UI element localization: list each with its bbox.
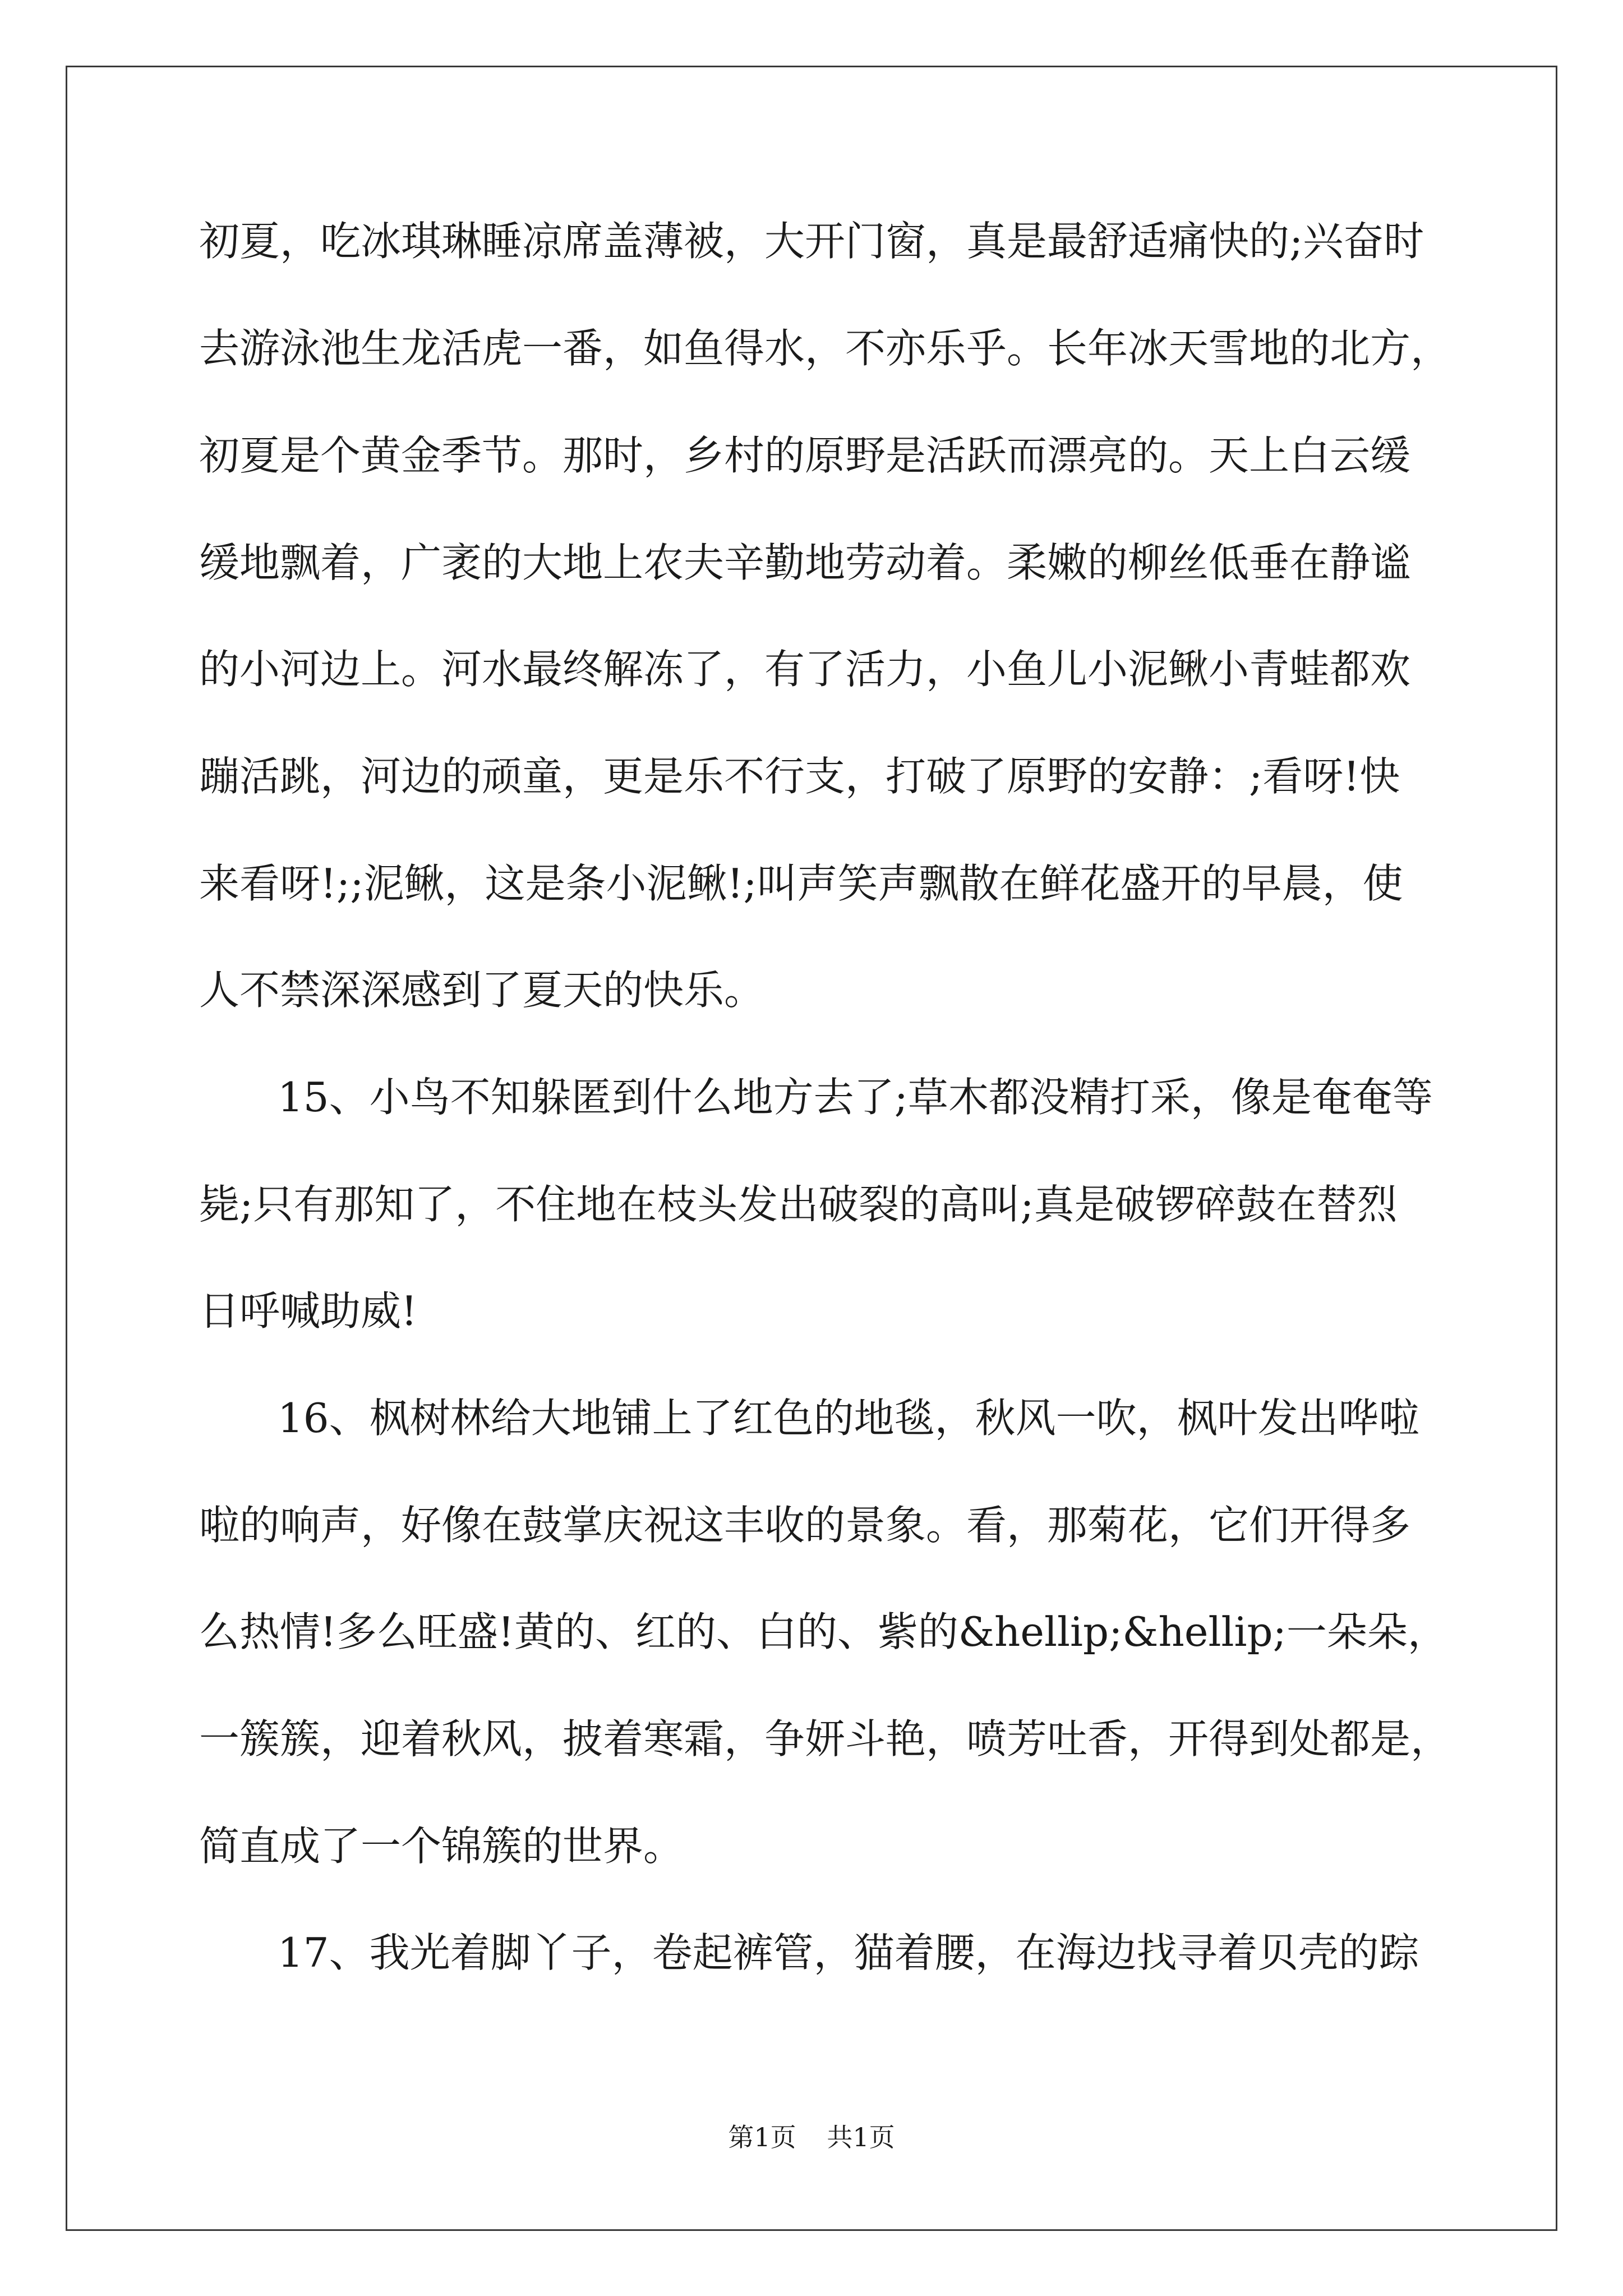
body-text-line: 人不禁深深感到了夏天的快乐。	[199, 967, 765, 1014]
body-text-line: 一簇簇，迎着秋风，披着寒霜，争妍斗艳，喷芳吐香，开得到处都是，	[199, 1715, 1451, 1763]
body-text-line: 么热情!多么旺盛!黄的、红的、白的、紫的&hellip;&hellip;一朵朵，	[199, 1608, 1448, 1655]
page-number: 第1页	[728, 2122, 796, 2152]
paragraph-start-line: 17、我光着脚丫子，卷起裤管，猫着腰，在海边找寻着贝壳的踪	[278, 1929, 1419, 1976]
body-text-line: 的小河边上。河水最终解冻了，有了活力，小鱼儿小泥鳅小青蛙都欢	[199, 646, 1411, 693]
page-footer	[0, 2120, 1623, 2154]
body-text-line: 初夏，吃冰琪琳睡凉席盖薄被，大开门窗，真是最舒适痛快的;兴奋时	[199, 218, 1424, 265]
body-text-line: 去游泳池生龙活虎一番，如鱼得水，不亦乐乎。长年冰天雪地的北方，	[199, 325, 1451, 372]
body-text-line: 日呼喊助威!	[199, 1287, 417, 1335]
body-text-line: 啦的响声，好像在鼓掌庆祝这丰收的景象。看，那菊花，它们开得多	[199, 1502, 1411, 1549]
body-text-line: 初夏是个黄金季节。那时，乡村的原野是活跃而漂亮的。天上白云缓	[199, 432, 1411, 479]
body-text-line: 蹦活跳，河边的顽童，更是乐不行支，打破了原野的安静：;看呀!快	[199, 753, 1400, 800]
paragraph-start-line: 16、枫树林给大地铺上了红色的地毯，秋风一吹，枫叶发出哗啦	[278, 1395, 1419, 1442]
body-text-line: 毙;只有那知了，不住地在枝头发出破裂的高叫;真是破锣碎鼓在替烈	[199, 1181, 1398, 1228]
page-frame	[66, 66, 1557, 2231]
paragraph-start-line: 15、小鸟不知躲匿到什么地方去了;草木都没精打采，像是奄奄等	[278, 1074, 1433, 1121]
body-text-line: 来看呀!;;泥鳅，这是条小泥鳅!;叫声笑声飘散在鲜花盛开的早晨，使	[199, 860, 1403, 907]
body-text-line: 缓地飘着，广袤的大地上农夫辛勤地劳动着。柔嫩的柳丝低垂在静谧	[199, 539, 1411, 586]
body-text-line: 简直成了一个锦簇的世界。	[199, 1823, 684, 1870]
page-total: 共1页	[827, 2122, 895, 2152]
